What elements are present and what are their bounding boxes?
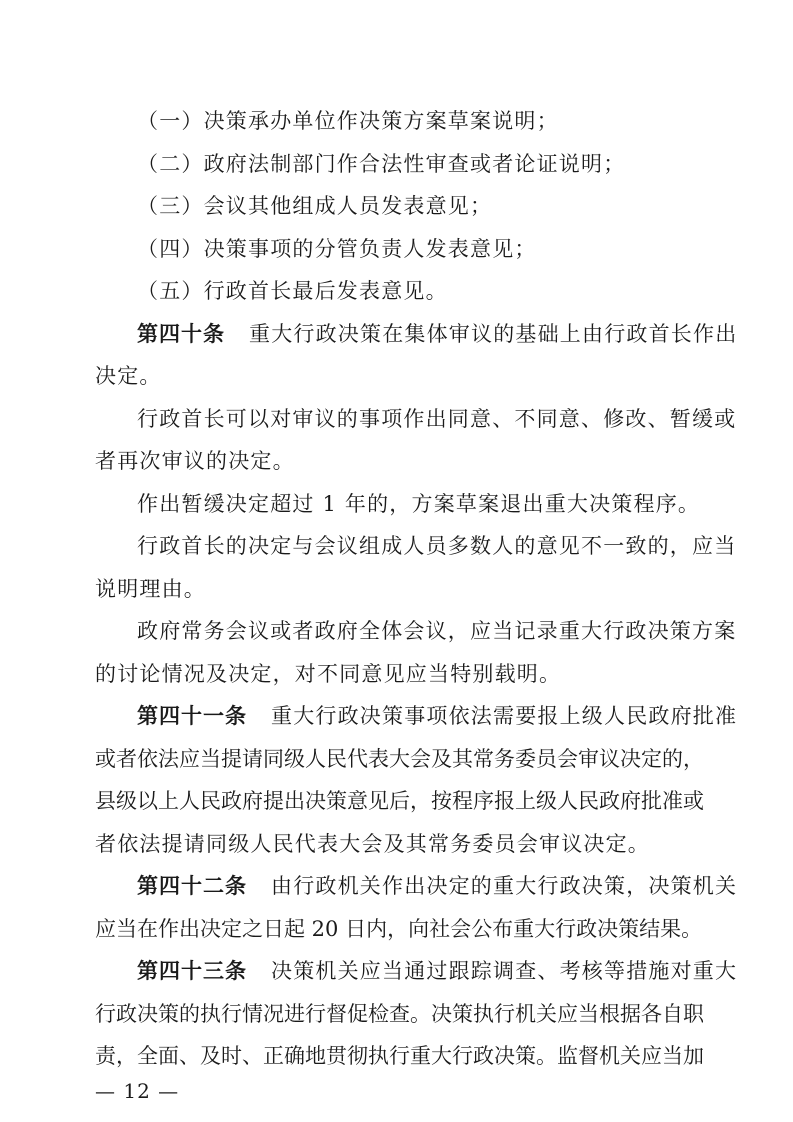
article-40-line	[137, 319, 737, 349]
article-41-line	[137, 701, 737, 731]
list-item: （四）决策事项的分管负责人发表意见；	[137, 237, 537, 261]
article-label: 第四十一条	[137, 704, 247, 728]
article-43-line	[137, 956, 737, 986]
paragraph-line: 行政首长可以对审议的事项作出同意、不同意、修改、暂缓或	[137, 407, 737, 431]
article-text: 由行政机关作出决定的重大行政决策，决策机关	[271, 874, 738, 898]
article-label: 第四十二条	[137, 874, 247, 898]
article-42-line: 应当在作出决定之日起 20 日内，向社会公布重大行政决策结果。	[95, 917, 703, 941]
article-40-line: 决定。	[95, 364, 162, 388]
article-text: 决策机关应当通过跟踪调查、考核等措施对重大	[271, 959, 738, 983]
paragraph-line: 的讨论情况及决定，对不同意见应当特别载明。	[95, 662, 562, 686]
article-label: 第四十三条	[137, 959, 247, 983]
article-43-line: 责，全面、及时、正确地贯彻执行重大行政决策。监督机关应当加	[95, 1044, 704, 1068]
list-item: （五）行政首长最后发表意见。	[137, 279, 448, 303]
paragraph-line: 作出暂缓决定超过 1 年的，方案草案退出重大决策程序。	[137, 492, 701, 516]
article-text: 重大行政决策事项依法需要报上级人民政府批准	[271, 704, 738, 728]
article-41-line: 县级以上人民政府提出决策意见后，按程序报上级人民政府批准或	[95, 789, 704, 813]
page-number: — 12 —	[95, 1079, 180, 1103]
article-43-line: 行政决策的执行情况进行督促检查。决策执行机关应当根据各自职	[95, 1002, 704, 1026]
article-text: 重大行政决策在集体审议的基础上由行政首长作出	[249, 322, 738, 346]
article-42-line	[137, 871, 737, 901]
list-item: （二）政府法制部门作合法性审查或者论证说明；	[137, 152, 626, 176]
paragraph-line: 行政首长的决定与会议组成人员多数人的意见不一致的，应当	[137, 534, 737, 558]
list-item: （一）决策承办单位作决策方案草案说明；	[137, 109, 559, 133]
list-item: （三）会议其他组成人员发表意见；	[137, 194, 493, 218]
paragraph-line: 者再次审议的决定。	[95, 449, 295, 473]
article-41-line: 或者依法应当提请同级人民代表大会及其常务委员会审议决定的，	[95, 747, 704, 771]
paragraph-line: 说明理由。	[95, 577, 206, 601]
article-41-line: 者依法提请同级人民代表大会及其常务委员会审议决定。	[95, 832, 650, 856]
paragraph-line: 政府常务会议或者政府全体会议，应当记录重大行政决策方案	[137, 619, 737, 643]
article-label: 第四十条	[137, 322, 225, 346]
